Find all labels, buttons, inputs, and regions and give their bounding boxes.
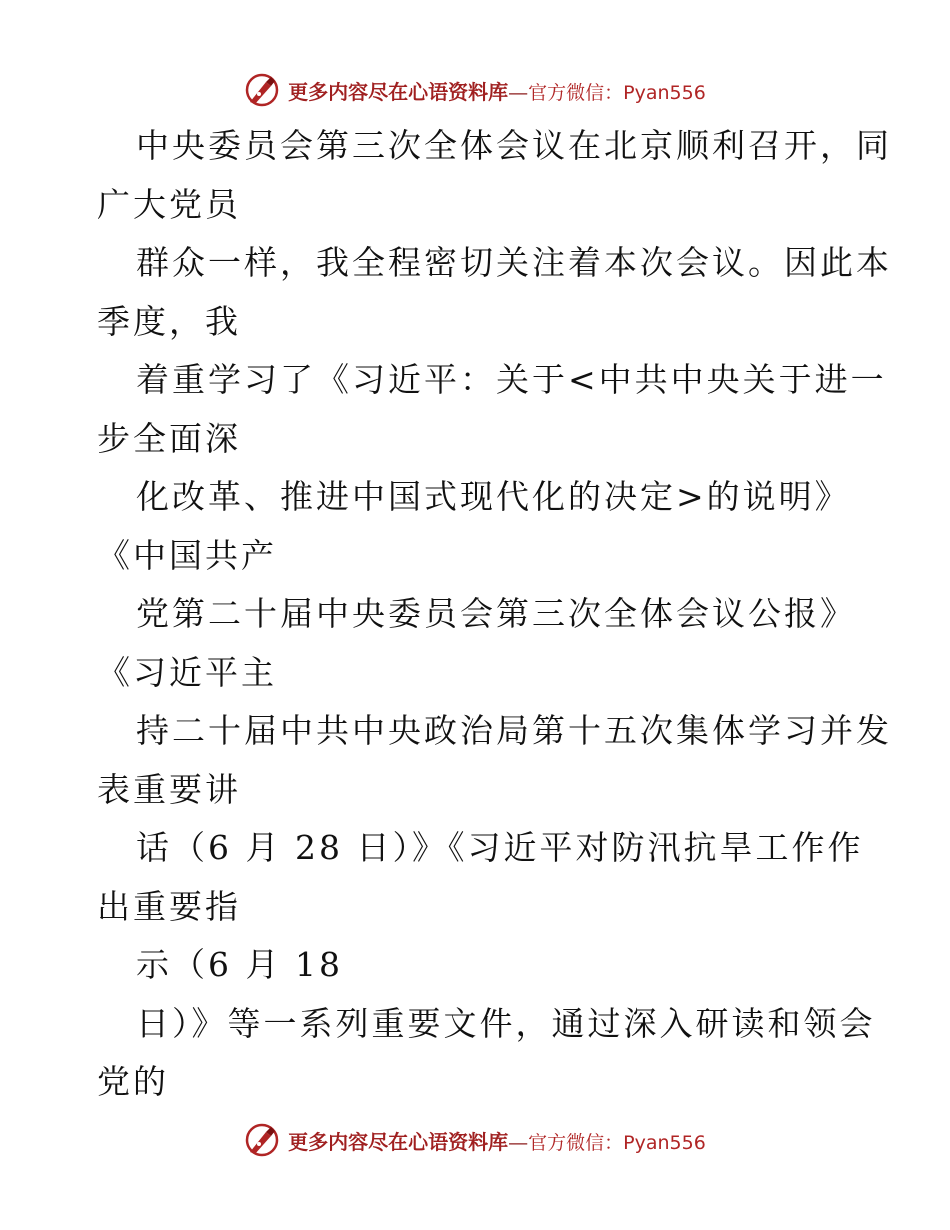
- body-line: 中央委员会第三次全体会议在北京顺利召开，同: [136, 126, 892, 165]
- body-line: 日）》等一系列重要文件，通过深入研读和领会: [136, 1003, 876, 1043]
- body-line: 话（6 月 28 日）》《习近平对防汛抗旱工作作: [136, 828, 864, 867]
- body-line: 化改革、推进中国式现代化的决定>的说明》: [136, 477, 851, 516]
- body-line: 季度，我: [97, 301, 241, 341]
- body-line: 广大党员: [97, 184, 241, 224]
- pen-quill-logo-icon: [244, 72, 280, 108]
- body-line: 着重学习了《习近平：关于<中共中央关于进一: [136, 360, 887, 399]
- pen-quill-logo-icon: [244, 1122, 280, 1158]
- header-wechat: 官方微信：Pyan556: [528, 81, 706, 104]
- header-brand: 更多内容尽在心语资料库: [288, 79, 509, 104]
- body-line: 群众一样，我全程密切关注着本次会议。因此本: [136, 243, 892, 282]
- body-line: 示（6 月 18: [136, 945, 343, 984]
- footer-brand: 更多内容尽在心语资料库: [288, 1129, 509, 1154]
- body-line: 党的: [97, 1062, 169, 1101]
- footer-separator: —: [508, 1129, 529, 1154]
- footer-banner: [0, 1120, 950, 1160]
- body-line: 步全面深: [97, 418, 241, 458]
- header-banner-text: [288, 76, 706, 105]
- body-line: 表重要讲: [97, 769, 241, 809]
- body-line: 出重要指: [97, 886, 241, 926]
- header-separator: —: [508, 79, 529, 104]
- footer-banner-text: [288, 1126, 706, 1155]
- body-line: 持二十届中共中央政治局第十五次集体学习并发: [136, 711, 892, 750]
- body-line: 《习近平主: [97, 652, 277, 692]
- footer-wechat: 官方微信：Pyan556: [528, 1131, 706, 1154]
- header-banner: [0, 70, 950, 110]
- body-line: 《中国共产: [97, 535, 277, 575]
- body-line: 党第二十届中央委员会第三次全体会议公报》: [136, 594, 856, 633]
- document-body: [97, 117, 892, 1112]
